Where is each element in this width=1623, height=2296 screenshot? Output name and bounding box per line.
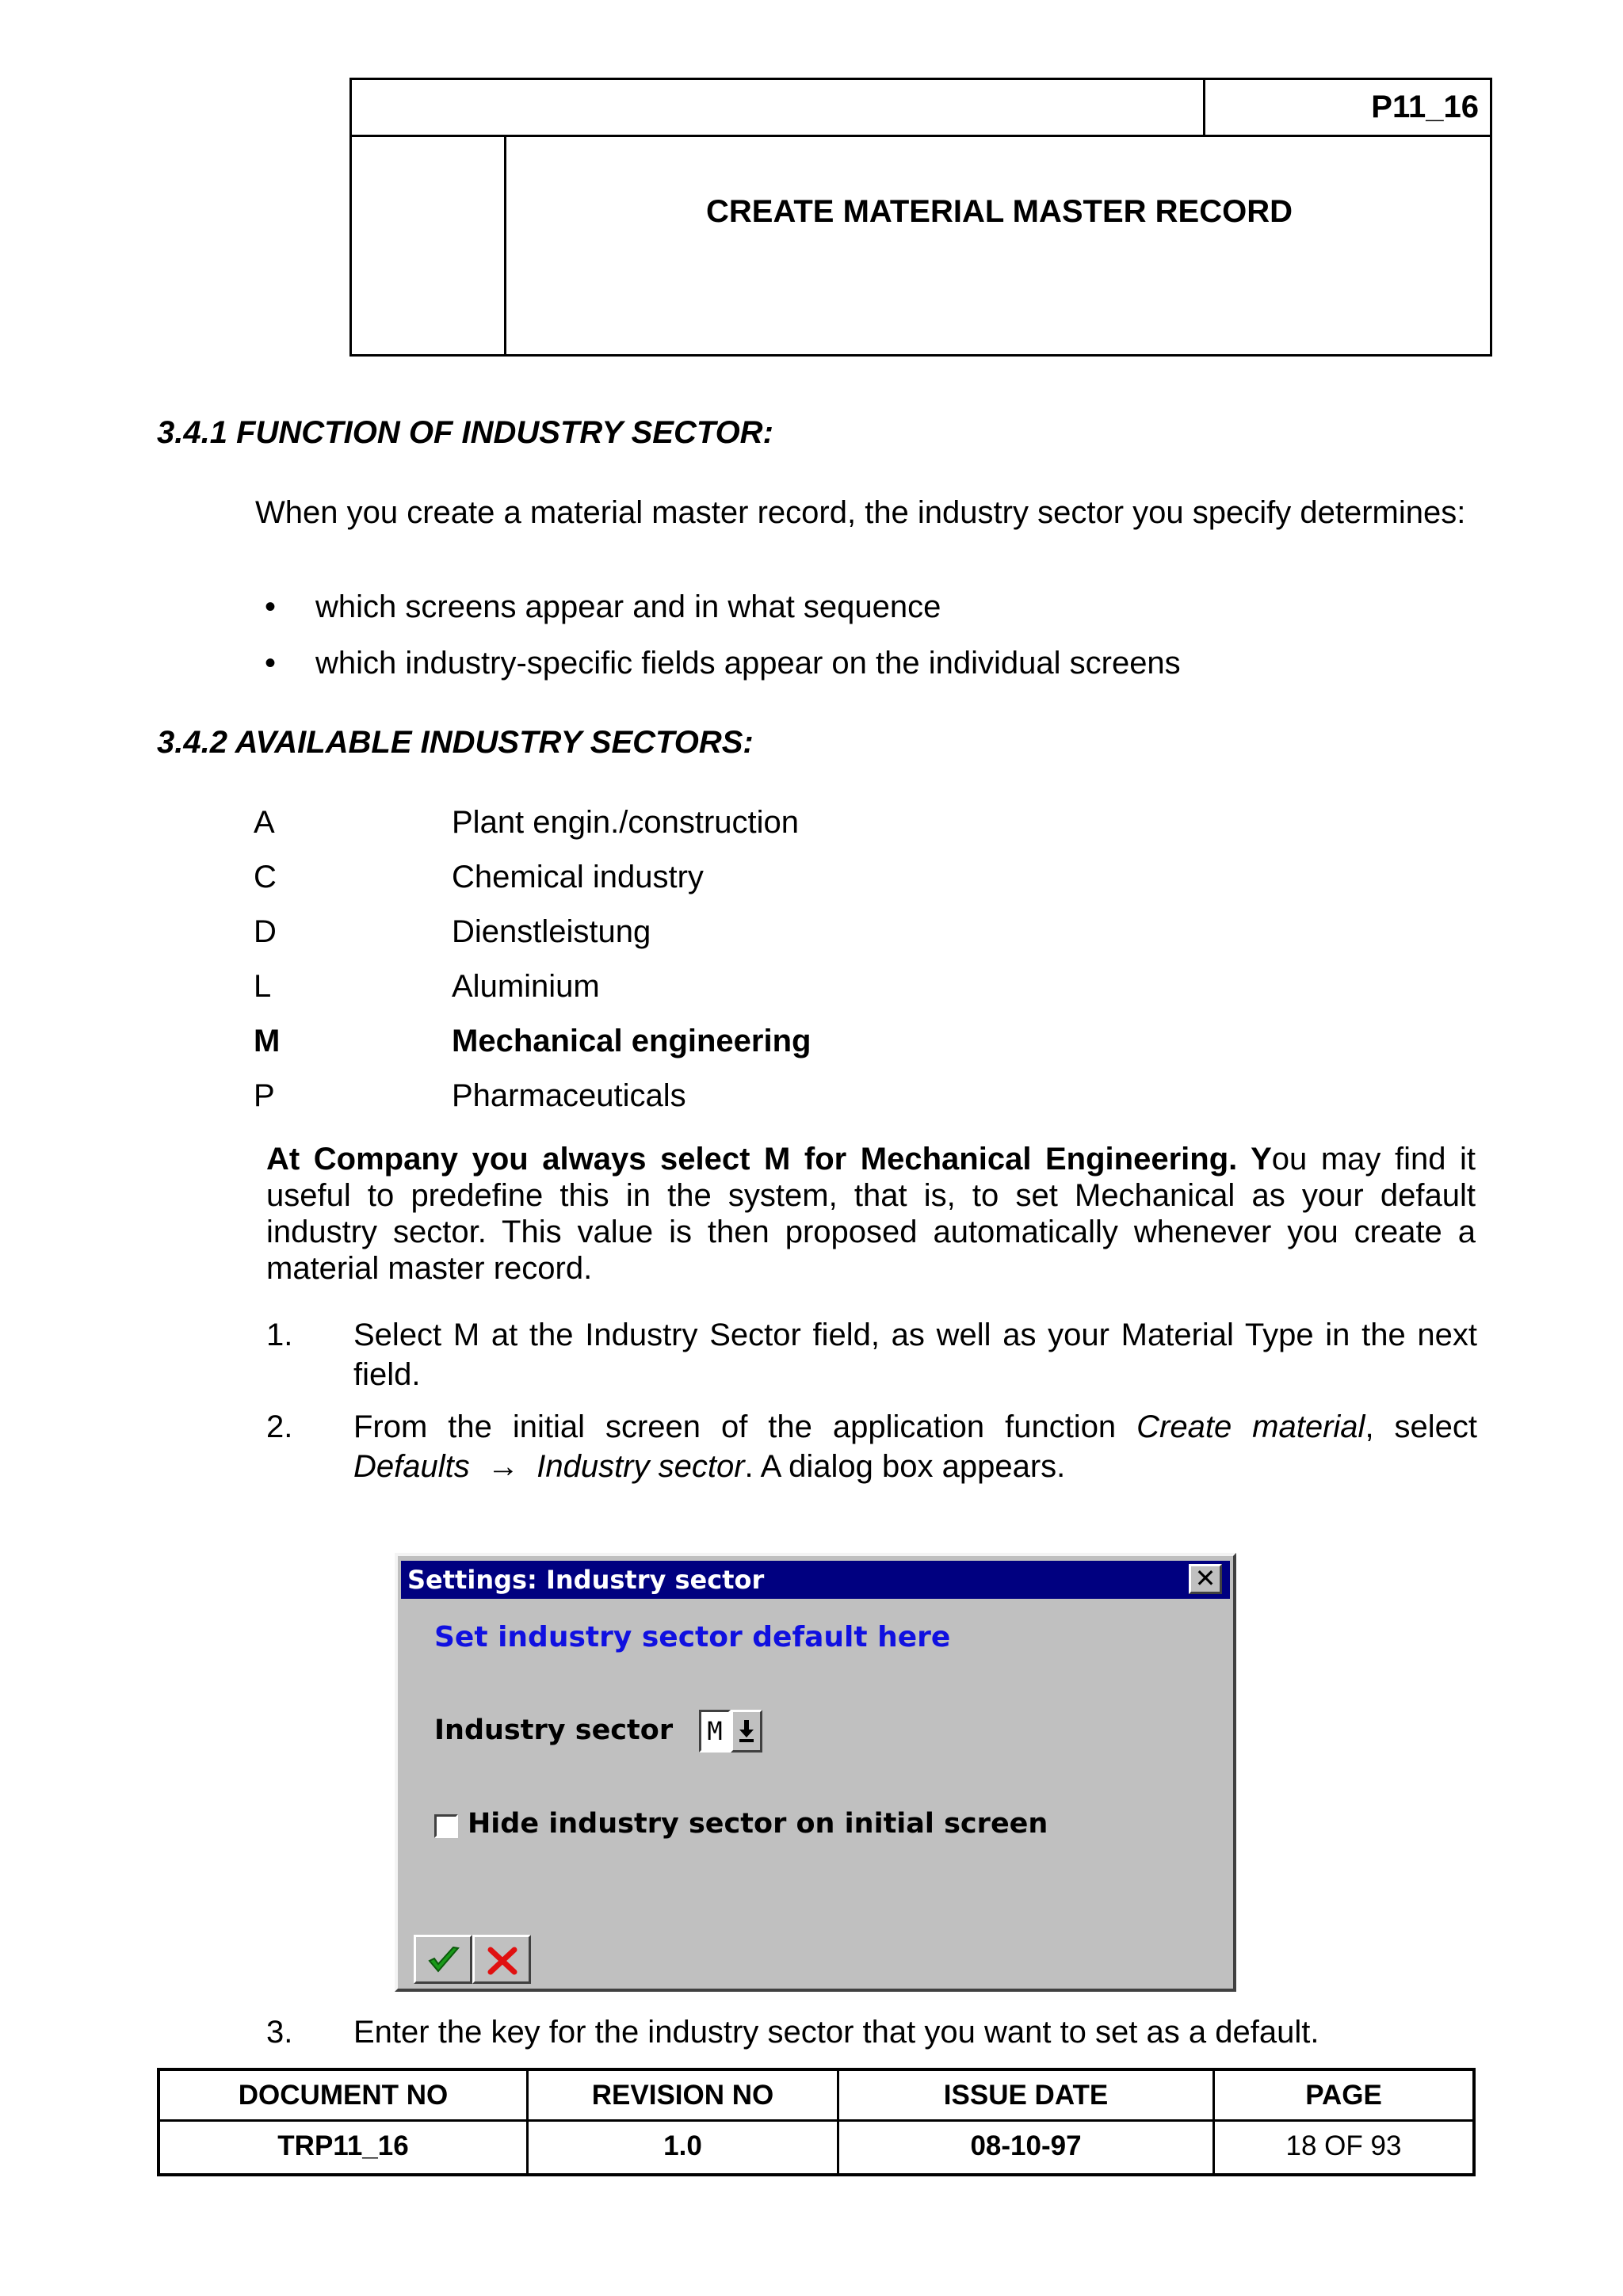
step-text [353,1407,1477,1486]
step-text: Select M at the Industry Sector field, as well as your Material Type in the next field. [353,1318,1477,1392]
sector-row [254,860,1205,896]
cancel-button[interactable] [472,1935,531,1984]
hide-sector-checkbox[interactable] [434,1814,458,1838]
footer-issue-date: 08-10-97 [970,2130,1082,2161]
bullet-dot: • [265,646,277,681]
sector-name: Pharmaceuticals [452,1078,686,1113]
step-text-part: . A dialog box appears. [744,1449,1066,1484]
sector-name: Mechanical engineering [452,1024,812,1058]
footer-revision-no: 1.0 [663,2130,702,2161]
footer-header-document-no: DOCUMENT NO [238,2080,449,2111]
arrow-down-icon [738,1718,755,1744]
header-divider [504,135,506,357]
sector-name: Chemical industry [452,860,704,894]
footer-header-page: PAGE [1305,2080,1382,2111]
sector-code: C [254,860,277,894]
menu-path-industry-sector: Industry sector [537,1449,745,1484]
industry-sector-dropdown-button[interactable] [731,1710,762,1753]
sector-name: Dienstleistung [452,914,651,949]
industry-sector-label: Industry sector [434,1714,674,1746]
bullet-text: which screens appear and in what sequence [315,589,941,624]
step-item [266,1315,1479,1394]
footer-document-no: TRP11_16 [277,2130,409,2161]
arrow-right-icon: → [487,1449,519,1484]
section-heading-sectors: 3.4.2 AVAILABLE INDUSTRY SECTORS: [157,725,754,760]
bullet-item [265,646,1453,682]
menu-path-defaults: Defaults [353,1449,470,1484]
confirm-button[interactable] [414,1935,472,1984]
company-note-rest: ou may find it useful to predefine this in the system, that is, to set Mechanical as your default industry sector. This value is then proposed automatically whenever you create a material master record. [266,1142,1476,1286]
sector-code: M [254,1024,281,1058]
sector-name: Plant engin./construction [452,805,800,840]
dialog-heading: Set industry sector default here [434,1621,951,1653]
menu-path-create-material: Create material [1136,1409,1365,1444]
settings-dialog [395,1553,1236,1992]
close-icon: ✕ [1194,1563,1216,1593]
sector-code: D [254,914,277,949]
checkmark-icon [427,1945,460,1975]
footer-header-revision-no: REVISION NO [591,2080,774,2111]
sector-row [254,914,1205,951]
cancel-x-icon [486,1945,519,1975]
step-number: 1. [266,1318,293,1352]
document-code: P11_16 [1371,90,1479,124]
sector-code: L [254,969,272,1004]
sector-row [254,1078,1205,1115]
step-item [266,2012,1479,2052]
sector-row [254,969,1205,1005]
page-title: CREATE MATERIAL MASTER RECORD [706,194,1293,229]
step-number: 2. [266,1409,293,1444]
hide-sector-checkbox-label: Hide industry sector on initial screen [468,1808,1048,1840]
bullet-item [265,589,1453,626]
sector-code: A [254,805,275,840]
dialog-title: Settings: Industry sector [407,1565,765,1595]
step-text-part: , select [1365,1409,1478,1444]
step-text-part: From the initial screen of the application function [353,1409,1137,1444]
bullet-dot: • [265,589,277,624]
intro-paragraph: When you create a material master record, the industry sector you specify determines: [255,495,1466,530]
industry-sector-input[interactable]: M [699,1710,731,1753]
sector-row-selected [254,1024,1205,1060]
sector-row [254,805,1205,841]
header-divider [349,135,1492,137]
step-number: 3. [266,2015,293,2050]
step-text: Enter the key for the industry sector that you want to set as a default. [353,2015,1319,2050]
company-note-bold: At Company you always select M for Mechanical Engineering. Y [266,1142,1272,1177]
footer-header-issue-date: ISSUE DATE [943,2080,1109,2111]
sector-code: P [254,1078,275,1113]
bullet-text: which industry-specific fields appear on the individual screens [315,646,1181,681]
company-note [266,1141,1476,1287]
step-item [266,1407,1479,1486]
dialog-close-button[interactable] [1189,1564,1222,1594]
section-heading-function: 3.4.1 FUNCTION OF INDUSTRY SECTOR: [157,415,773,450]
footer-page: 18 OF 93 [1285,2130,1402,2161]
sector-name: Aluminium [452,969,600,1004]
